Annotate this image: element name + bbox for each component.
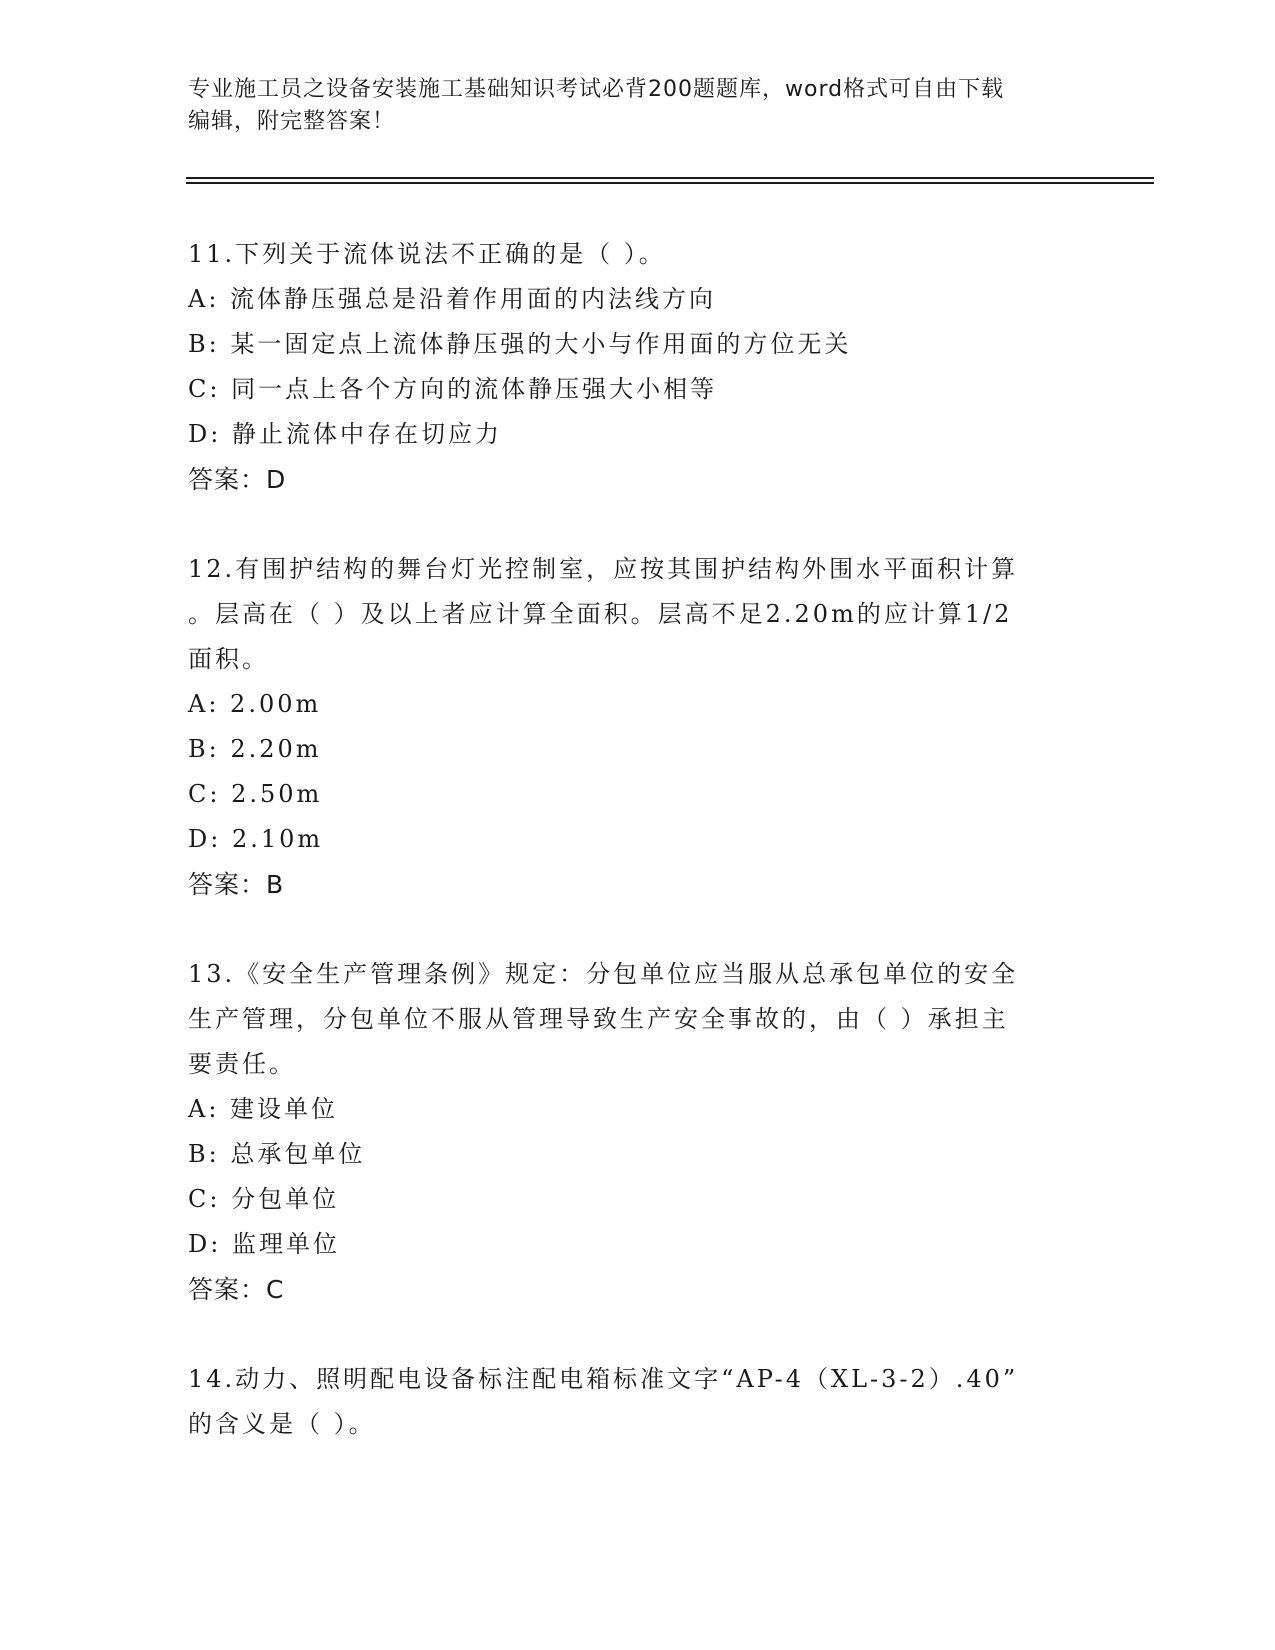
- question-list: [188, 232, 1088, 1491]
- header-divider-bottom: [186, 182, 1154, 184]
- option-a: A: 2.00m: [188, 690, 322, 718]
- question-text: 面积。: [188, 645, 269, 673]
- option-b: B: 2.20m: [188, 735, 322, 763]
- option-d: D: 监理单位: [188, 1230, 340, 1258]
- answer: 答案：B: [188, 870, 285, 899]
- option-c: C: 同一点上各个方向的流体静压强大小相等: [188, 375, 718, 403]
- question-11: [188, 232, 1088, 503]
- option-b: B: 某一固定点上流体静压强的大小与作用面的方位无关: [188, 330, 852, 358]
- option-b: B: 总承包单位: [188, 1140, 366, 1168]
- question-text: 11.下列关于流体说法不正确的是（ ）。: [188, 240, 666, 268]
- option-d: D: 2.10m: [188, 825, 324, 853]
- question-text: 14.动力、照明配电设备标注配电箱标准文字“AP-4（XL-3-2）.40”: [188, 1365, 1019, 1393]
- question-text: 。层高在（ ）及以上者应计算全面积。层高不足2.20m的应计算1/2: [188, 600, 1013, 628]
- question-13: [188, 952, 1088, 1313]
- question-14: [188, 1357, 1088, 1447]
- answer: 答案：D: [188, 465, 287, 494]
- answer: 答案：C: [188, 1275, 285, 1304]
- header-line-2: 编辑，附完整答案！: [188, 109, 396, 134]
- header-line-1: 专业施工员之设备安装施工基础知识考试必背200题题库，word格式可自由下载: [188, 77, 1005, 102]
- option-c: C: 2.50m: [188, 780, 323, 808]
- option-a: A: 建设单位: [188, 1095, 339, 1123]
- question-12: [188, 547, 1088, 908]
- question-text: 生产管理，分包单位不服从管理导致生产安全事故的，由（ ）承担主: [188, 1005, 1009, 1033]
- document-header: [188, 74, 1068, 138]
- option-c: C: 分包单位: [188, 1185, 340, 1213]
- question-text: 要责任。: [188, 1050, 296, 1078]
- question-text: 13.《安全生产管理条例》规定：分包单位应当服从总承包单位的安全: [188, 960, 1019, 988]
- header-divider-top: [186, 177, 1154, 179]
- question-text: 12.有围护结构的舞台灯光控制室，应按其围护结构外围水平面积计算: [188, 555, 1019, 583]
- question-text: 的含义是（ ）。: [188, 1410, 376, 1438]
- option-d: D: 静止流体中存在切应力: [188, 420, 502, 448]
- option-a: A: 流体静压强总是沿着作用面的内法线方向: [188, 285, 717, 313]
